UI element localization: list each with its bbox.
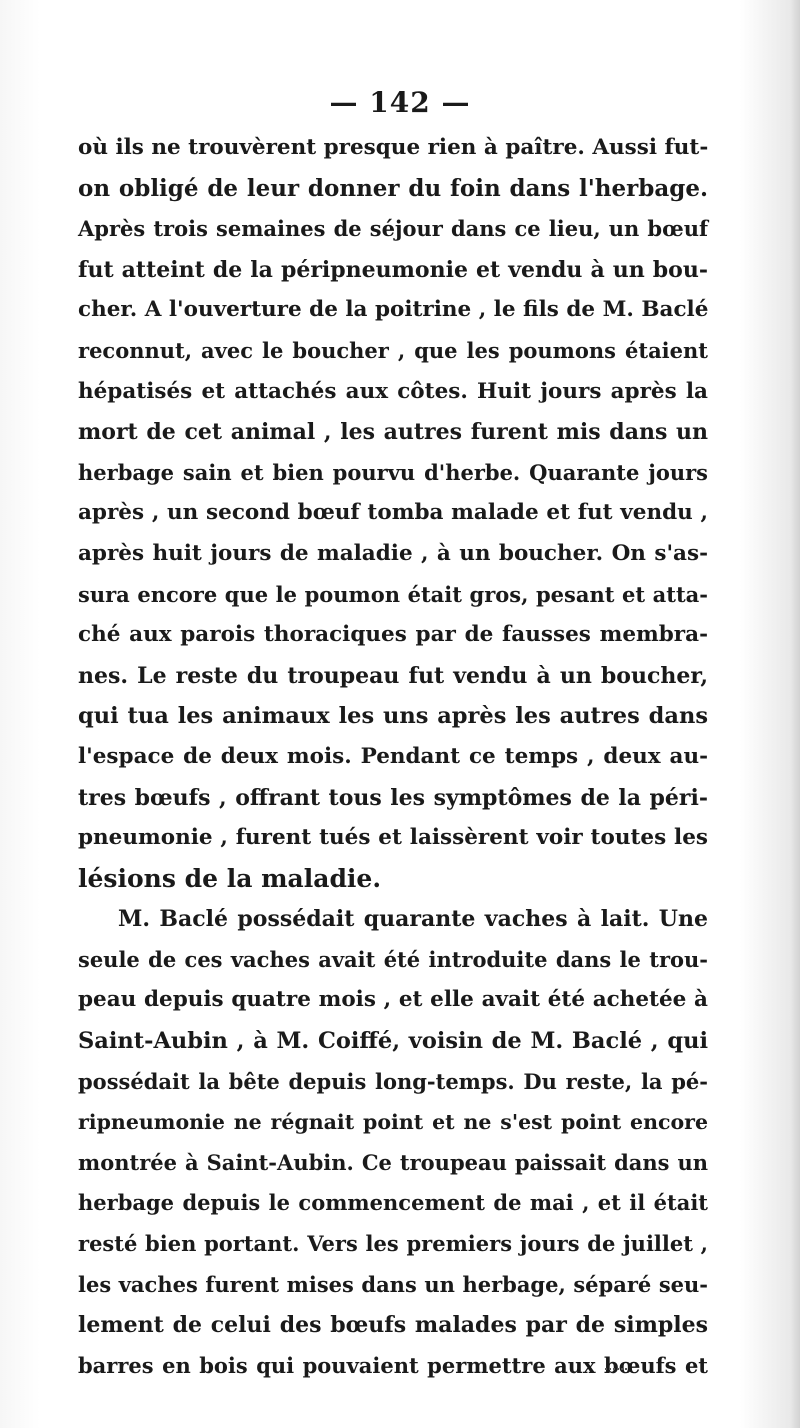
text-line: montrée à Saint-Aubin. Ce troupeau paissait dans un — [78, 1149, 708, 1175]
text-line: mort de cet animal , les autres furent mis dans un — [78, 419, 708, 446]
text-line: Après trois semaines de séjour dans ce lieu, un bœuf — [78, 216, 708, 242]
text-line: hépatisés et attachés aux côtes. Huit jours après la — [78, 378, 708, 404]
text-line: tres bœufs , offrant tous les symptômes de la péri- — [78, 784, 708, 811]
text-line: ripneumonie ne régnait point et ne s'est point encore — [78, 1110, 708, 1135]
paragraph-end-line: lésions de la maladie. — [78, 863, 382, 893]
text-line: qui tua les animaux les uns après les autres dans — [78, 703, 708, 730]
text-line: nes. Le reste du troupeau fut vendu à un boucher, — [78, 662, 708, 689]
text-line: après huit jours de maladie , à un boucher. On s'as- — [78, 540, 708, 566]
text-line: après , un second bœuf tomba malade et fut vendu , — [78, 500, 708, 526]
text-line: ché aux parois thoraciques par de fausses membra- — [78, 622, 708, 648]
text-line: l'espace de deux mois. Pendant ce temps , deux au- — [78, 743, 708, 769]
text-line: pneumonie , furent tués et laissèrent voir toutes les — [78, 825, 708, 851]
text-line: reconnut, avec le boucher , que les poumons étaient — [78, 337, 708, 363]
text-line: cher. A l'ouverture de la poitrine , le fils de M. Baclé — [78, 297, 709, 323]
text-line: lement de celui des bœufs malades par de simples — [78, 1312, 708, 1339]
text-line: les vaches furent mises dans un herbage, séparé seu- — [78, 1271, 708, 1297]
paragraph-start-line: M. Baclé possédait quarante vaches à lait. Une — [118, 906, 708, 933]
page-number: — 142 — — [329, 86, 471, 119]
text-line: herbage depuis le commencement de mai , et il était — [78, 1190, 708, 1216]
text-line: resté bien portant. Vers les premiers jours de juillet , — [78, 1231, 708, 1257]
text-line: Saint-Aubin , à M. Coiffé, voisin de M. Baclé , qui — [78, 1028, 708, 1055]
text-line: on obligé de leur donner du foin dans l'herbage. — [78, 174, 708, 202]
text-line: sura encore que le poumon était gros, pesant et atta- — [78, 581, 708, 607]
text-line: où ils ne trouvèrent presque rien à paître. Aussi fut- — [78, 135, 709, 160]
text-line: seule de ces vaches avait été introduite dans le trou- — [78, 946, 708, 972]
print-speck — [605, 1368, 627, 1373]
body-text — [78, 128, 708, 1386]
text-line: barres en bois qui pouvaient permettre aux bœufs et — [78, 1352, 708, 1378]
text-line: herbage sain et bien pourvu d'herbe. Quarante jours — [78, 459, 708, 485]
text-line: peau depuis quatre mois , et elle avait été achetée à — [78, 987, 708, 1013]
text-line: possédait la bête depuis long-temps. Du reste, la pé- — [78, 1068, 708, 1094]
text-line: fut atteint de la péripneumonie et vendu à un bou- — [78, 256, 708, 283]
